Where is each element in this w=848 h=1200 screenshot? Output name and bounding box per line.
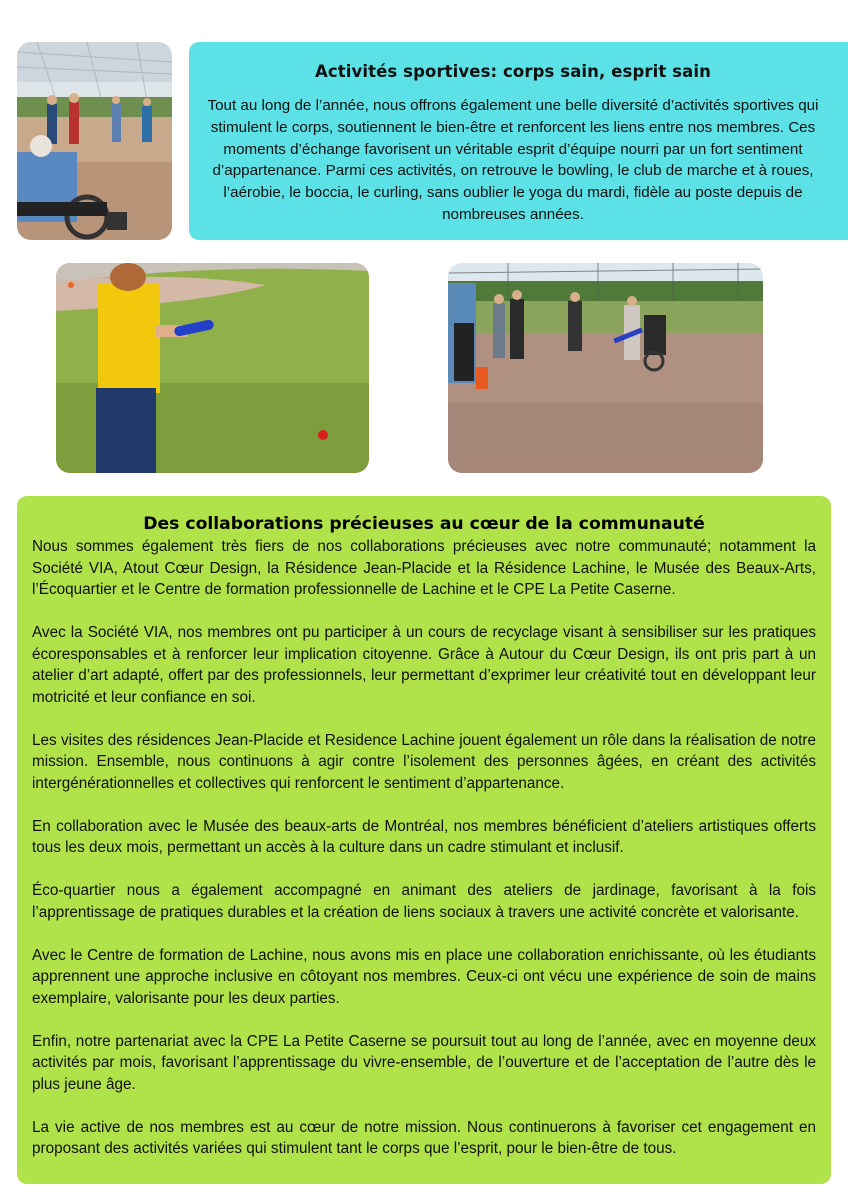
- sports-title: Activités sportives: corps sain, esprit sain: [315, 62, 711, 81]
- collab-paragraph-residences: Les visites des résidences Jean-Placide et Residence Lachine jouent également un rôle dans la réalisation de notre mission. Ensemble, nous continuons à agir contre l’isolement des personnes âgées, en créant des activités intergénérationnelles et collectives qui renforcent le sentiment d’appartenance.: [32, 731, 816, 792]
- collab-paragraph-via: Avec la Société VIA, nos membres ont pu participer à un cours de recyclage visant à sensibiliser sur les pratiques écoresponsables et à renforcer leur implication citoyenne. Grâce à Autour du Cœur Design, ils ont pris part à un atelier d’art adapté, offert par des professionnels, leur permettant d’exprimer leur créativité tout en développant leur motricité et leur confiance en soi.: [32, 624, 816, 706]
- collab-paragraph-conclusion: La vie active de nos membres est au cœur de notre mission. Nous continuerons à favoriser cet engagement en proposant des activités variées qui stimulent tant le corps que l’esprit, pour le bien-être de tous.: [32, 1118, 816, 1157]
- collaborations-title: Des collaborations précieuses au cœur de la communauté: [143, 514, 705, 534]
- collab-paragraph-musee: En collaboration avec le Musée des beaux-arts de Montréal, nos membres bénéficient d’ateliers artistiques offerts tous les deux mois, permettant un accès à la culture dans un cadre stimulant et inclusif.: [32, 817, 816, 856]
- collaborations-section: [17, 496, 831, 1184]
- photo-group-field: [17, 42, 172, 240]
- sports-body: Tout au long de l’année, nous offrons également une belle diversité d’activités sportives qui stimulent le corps, soutiennent le bien-être et renforcent les liens entre nos membres. Ces moments d’échange favorisent un véritable esprit d’équipe nourri par un fort sentiment d’appartenance. Parmi ces activités, on retrouve le bowling, le club de marche et à roues, l’aérobie, le boccia, le curling, sans oublier le yoga du mardi, fidèle au poste depuis de nombreuses années.: [207, 97, 819, 223]
- sports-section: [189, 42, 848, 240]
- collab-paragraph-centre-formation: Avec le Centre de formation de Lachine, nous avons mis en place une collaboration enrichissante, où les étudiants apprennent une approche inclusive en côtoyant nos membres. Ceux-ci ont vécu une expérience de soin de mains exemplaire, valorisante pour les deux parties.: [32, 946, 816, 1007]
- collab-paragraph-ecoquartier: Éco-quartier nous a également accompagné en animant des ateliers de jardinage, favorisant à la fois l’apprentissage de pratiques durables et la création de liens sociaux à travers une activité concrète et valorisante.: [32, 882, 816, 921]
- collab-paragraph-intro: Nous sommes également très fiers de nos collaborations précieuses avec notre communauté; notamment la Société VIA, Atout Cœur Design, la Résidence Jean-Placide et la Résidence Lachine, le Musée des Beaux-Arts, l’Écoquartier et le Centre de formation professionnelle de Lachine et le CPE La Petite Caserne.: [32, 538, 816, 598]
- photo-batter-grass: [56, 263, 369, 473]
- photo-baseball-field: [448, 263, 763, 473]
- collab-paragraph-cpe: Enfin, notre partenariat avec la CPE La Petite Caserne se poursuit tout au long de l’année, avec en moyenne deux activités par mois, favorisant l’apprentissage du vivre-ensemble, de l’ouverture et de l’acceptation de l’autre dès le plus jeune âge.: [32, 1032, 816, 1093]
